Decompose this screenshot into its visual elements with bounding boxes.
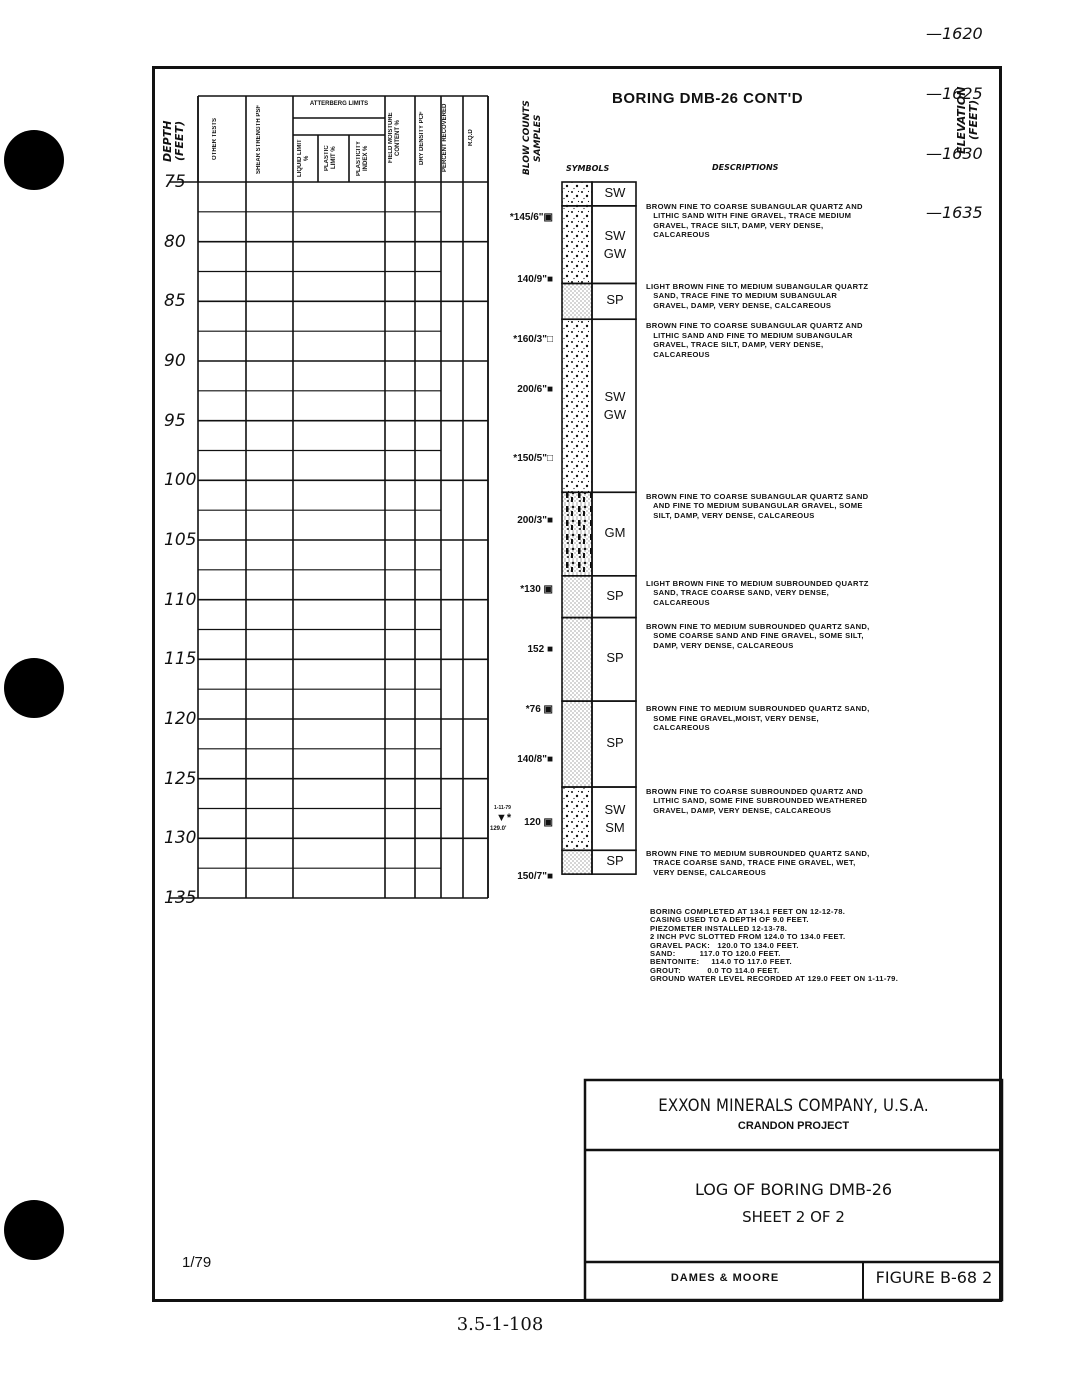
depth-header: DEPTH (FEET) bbox=[161, 120, 186, 162]
header-blow-counts: BLOW COUNTS SAMPLES bbox=[522, 100, 543, 176]
date-mark: 1/79 bbox=[182, 1254, 212, 1271]
depth-label: 130 bbox=[164, 828, 197, 849]
blow-count: *150/5"□ bbox=[513, 453, 553, 465]
groundwater-level: 129.0' bbox=[490, 826, 507, 832]
sheet-number: SHEET 2 OF 2 bbox=[742, 1208, 845, 1226]
depth-label: 90 bbox=[164, 351, 186, 371]
groundwater-date: 1-11-79 bbox=[494, 805, 511, 811]
page-number: 3.5-1-108 bbox=[456, 1314, 544, 1335]
soil-symbol: SP bbox=[606, 650, 624, 666]
log-title: LOG OF BORING DMB-26 bbox=[694, 1180, 893, 1199]
firm-name: DAMES & MOORE bbox=[670, 1272, 780, 1284]
header-plasticity-index: PLASTICITY INDEX % bbox=[356, 140, 369, 176]
soil-description: BROWN FINE TO COARSE SUBANGULAR QUARTZ SAND AND FINE TO MEDIUM SUBANGULAR GRAVEL, SOME SILT, DAMP, VERY DENSE, CALCAREOUS bbox=[646, 491, 869, 520]
soil-description: BROWN FINE TO MEDIUM SUBROUNDED QUARTZ SAND, SOME FINE GRAVEL,MOIST, VERY DENSE, CALCAREOUS bbox=[646, 704, 870, 733]
depth-label: 80 bbox=[164, 231, 186, 252]
header-dry-density: DRY DENSITY PCF bbox=[419, 111, 425, 165]
depth-label: 105 bbox=[164, 530, 197, 550]
blow-count: 200/6"■ bbox=[517, 383, 553, 395]
depth-label: 100 bbox=[164, 470, 197, 491]
elevation-label: —1625 bbox=[926, 84, 983, 104]
depth-label: 135 bbox=[164, 888, 197, 908]
soil-description: BROWN FINE TO COARSE SUBROUNDED QUARTZ AND LITHIC SAND, SOME FINE SUBROUNDED WEATHERED GRAVEL, DAMP, VERY DENSE, CALCAREOUS bbox=[646, 786, 868, 815]
elevation-header: ELEVATION (FEET) bbox=[955, 86, 980, 154]
boring-notes: BORING COMPLETED AT 134.1 FEET ON 12-12-78. CASING USED TO A DEPTH OF 9.0 FEET. PIEZOMETER INSTALLED 12-13-78. 2 INCH PVC SLOTTED FROM 124.0 TO 134.0 FEET. GRAVEL PACK: 120.0 TO 134.0 FEET. SAND: 117.0 TO 120.0 FEET. BENTONITE: 114.0 TO 117.0 FEET. GROUT: 0.0 TO 114.0 FEET. GROUND WATER LEVEL RECORDED AT 129.0 FEET ON 1-11-79. bbox=[650, 907, 899, 984]
header-liquid-limit: LIQUID LIMIT % bbox=[297, 139, 310, 177]
blow-count: 150/7"■ bbox=[517, 870, 553, 882]
soil-description: BROWN FINE TO MEDIUM SUBROUNDED QUARTZ SAND, SOME COARSE SAND AND FINE GRAVEL, SOME SILT, DAMP, VERY DENSE, CALCAREOUS bbox=[646, 621, 870, 650]
soil-symbol: SP bbox=[606, 735, 624, 751]
blow-count: *130 ▣ bbox=[520, 584, 553, 596]
header-atterberg-limits: ATTERBERG LIMITS bbox=[309, 101, 369, 107]
depth-label: 95 bbox=[164, 410, 186, 431]
groundwater-symbol: ▼* bbox=[496, 812, 512, 824]
depth-label: 110 bbox=[164, 589, 197, 610]
blow-count: 140/9"■ bbox=[517, 274, 553, 286]
depth-label: 85 bbox=[164, 291, 186, 312]
header-descriptions: DESCRIPTIONS bbox=[712, 163, 779, 172]
project-name: CRANDON PROJECT bbox=[737, 1120, 850, 1132]
company-name: EXXON MINERALS COMPANY, U.S.A. bbox=[658, 1096, 929, 1116]
soil-symbol: SW GW bbox=[603, 227, 627, 261]
blow-count: *160/3"□ bbox=[513, 333, 553, 345]
soil-description: LIGHT BROWN FINE TO MEDIUM SUBROUNDED QUARTZ SAND, TRACE COARSE SAND, VERY DENSE, CALCAREOUS bbox=[646, 578, 869, 607]
soil-symbol: SP bbox=[606, 587, 624, 603]
soil-symbol: SP bbox=[606, 292, 624, 308]
header-symbols: SYMBOLS bbox=[566, 164, 610, 173]
depth-label: 120 bbox=[164, 709, 197, 729]
blow-count: 152 ■ bbox=[527, 643, 553, 655]
soil-description: BROWN FINE TO COARSE SUBANGULAR QUARTZ AND LITHIC SAND AND FINE TO MEDIUM SUBANGULAR GRAVEL, TRACE SILT, DAMP, VERY DENSE, CALCAREOUS bbox=[646, 321, 863, 359]
header-shear-strength: SHEAR STRENGTH PSF bbox=[256, 104, 262, 174]
figure-number: FIGURE B-68 2 bbox=[875, 1268, 993, 1287]
header-other-tests: OTHER TESTS bbox=[212, 118, 218, 161]
depth-label: 125 bbox=[164, 768, 197, 789]
header-field-moisture: FIELD MOISTURE CONTENT % bbox=[388, 112, 401, 164]
elevation-label: —1620 bbox=[926, 24, 983, 44]
blow-count: *76 ▣ bbox=[525, 703, 553, 715]
soil-description: BROWN FINE TO MEDIUM SUBROUNDED QUARTZ SAND, TRACE COARSE SAND, TRACE FINE GRAVEL, WET, VERY DENSE, CALCAREOUS bbox=[646, 848, 870, 877]
header-percent-recovered: PERCENT RECOVERED bbox=[442, 103, 448, 173]
elevation-label: —1635 bbox=[926, 203, 983, 223]
soil-symbol: GM bbox=[604, 525, 626, 541]
blow-count: 140/8"■ bbox=[517, 753, 553, 765]
blow-count: *145/6"▣ bbox=[509, 211, 553, 223]
header-rqd: R.Q.D bbox=[468, 129, 474, 147]
depth-label: 115 bbox=[164, 649, 197, 670]
soil-description: LIGHT BROWN FINE TO MEDIUM SUBANGULAR QUARTZ SAND, TRACE FINE TO MEDIUM SUBANGULAR GRAVEL, DAMP, VERY DENSE, CALCAREOUS bbox=[646, 281, 869, 310]
soil-symbol: SP bbox=[606, 853, 624, 869]
depth-label: 75 bbox=[164, 172, 186, 192]
elevation-label: —1630 bbox=[926, 143, 983, 163]
soil-symbol: SW SM bbox=[604, 801, 626, 835]
soil-symbol: SW GW bbox=[603, 388, 627, 422]
header-plastic-limit: PLASTIC LIMIT % bbox=[324, 145, 337, 171]
blow-count: 200/3"■ bbox=[517, 515, 553, 527]
soil-description: BROWN FINE TO COARSE SUBANGULAR QUARTZ AND LITHIC SAND WITH FINE GRAVEL, TRACE MEDIUM GRAVEL, TRACE SILT, DAMP, VERY DENSE, CALCAREOUS bbox=[646, 201, 863, 240]
soil-symbol: SW bbox=[604, 184, 626, 200]
blow-count: 120 ▣ bbox=[524, 817, 553, 828]
page-title: BORING DMB-26 CONT'D bbox=[612, 90, 804, 107]
